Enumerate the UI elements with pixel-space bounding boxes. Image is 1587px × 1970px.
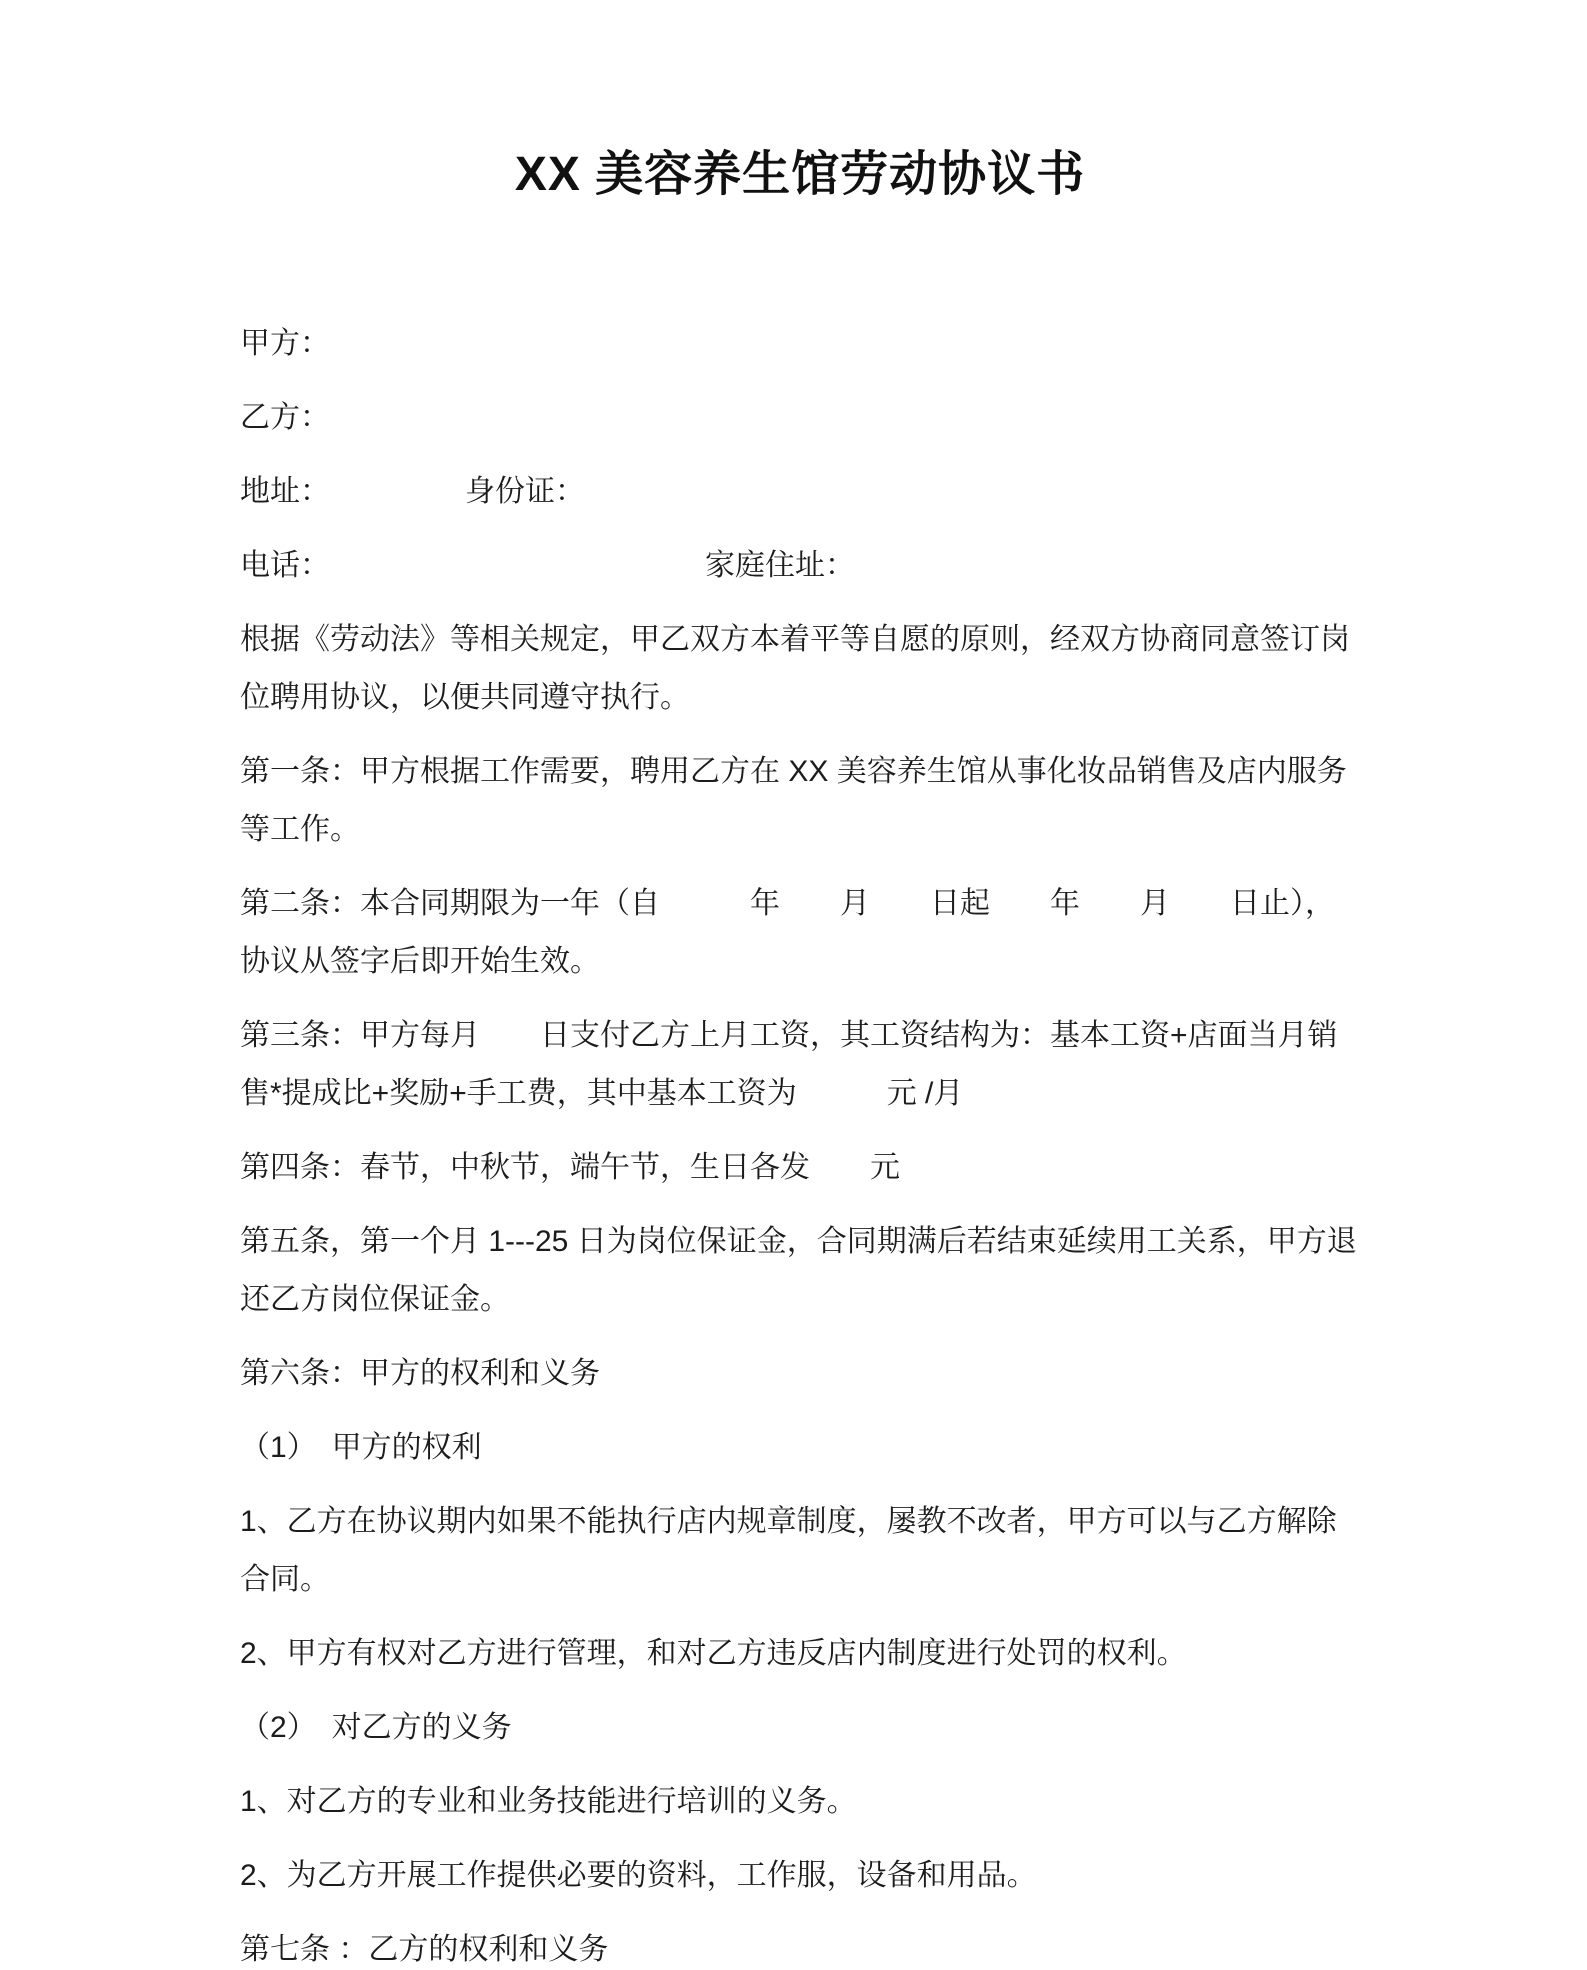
- clause-7-heading: 第七条 ：乙方的权利和义务: [240, 1933, 609, 1966]
- line-party-b: 乙方：: [240, 401, 330, 434]
- clause-3: 第三条：甲方每月 日支付乙方上月工资，其工资结构为：基本工资+店面当月销售*提成比+奖励+手工费，其中基本工资为 元 /月: [240, 1019, 1338, 1110]
- clause-6-sub-1-item-2: 2、甲方有权对乙方进行管理，和对乙方违反店内制度进行处罚的权利。: [240, 1637, 1187, 1670]
- clause-6-heading: 第六条：甲方的权利和义务: [240, 1357, 600, 1390]
- contract-body: [240, 147, 1360, 1970]
- clause-6-sub-1-item-1: 1、乙方在协议期内如果不能执行店内规章制度，屡教不改者，甲方可以与乙方解除合同。: [240, 1505, 1337, 1596]
- preamble-paragraph: 根据《劳动法》等相关规定，甲乙双方本着平等自愿的原则，经双方协商同意签订岗位聘用协议，以便共同遵守执行。: [240, 623, 1350, 714]
- clause-4: 第四条：春节，中秋节，端午节，生日各发 元: [240, 1151, 900, 1184]
- clause-1: 第一条：甲方根据工作需要，聘用乙方在 XX 美容养生馆从事化妆品销售及店内服务等工作。: [240, 755, 1347, 846]
- clause-2: 第二条：本合同期限为一年（自 年 月 日起 年 月 日止），协议从签字后即开始生效。: [240, 887, 1335, 978]
- clause-6-sub-2-heading: （2） 对乙方的义务: [240, 1711, 512, 1744]
- line-party-a: 甲方：: [240, 327, 330, 360]
- line-phone-home: 电话： 家庭住址：: [240, 549, 855, 582]
- clause-6-sub-2-item-1: 1、对乙方的专业和业务技能进行培训的义务。: [240, 1785, 857, 1818]
- document-title: XX 美容养生馆劳动协议书: [514, 148, 1086, 201]
- clause-5: 第五条，第一个月 1---25 日为岗位保证金，合同期满后若结束延续用工关系，甲方退还乙方岗位保证金。: [240, 1225, 1357, 1316]
- clause-6-sub-1-heading: （1） 甲方的权利: [240, 1431, 482, 1464]
- line-address-id: 地址： 身份证：: [240, 475, 585, 508]
- clause-6-sub-2-item-2: 2、为乙方开展工作提供必要的资料，工作服，设备和用品。: [240, 1859, 1037, 1892]
